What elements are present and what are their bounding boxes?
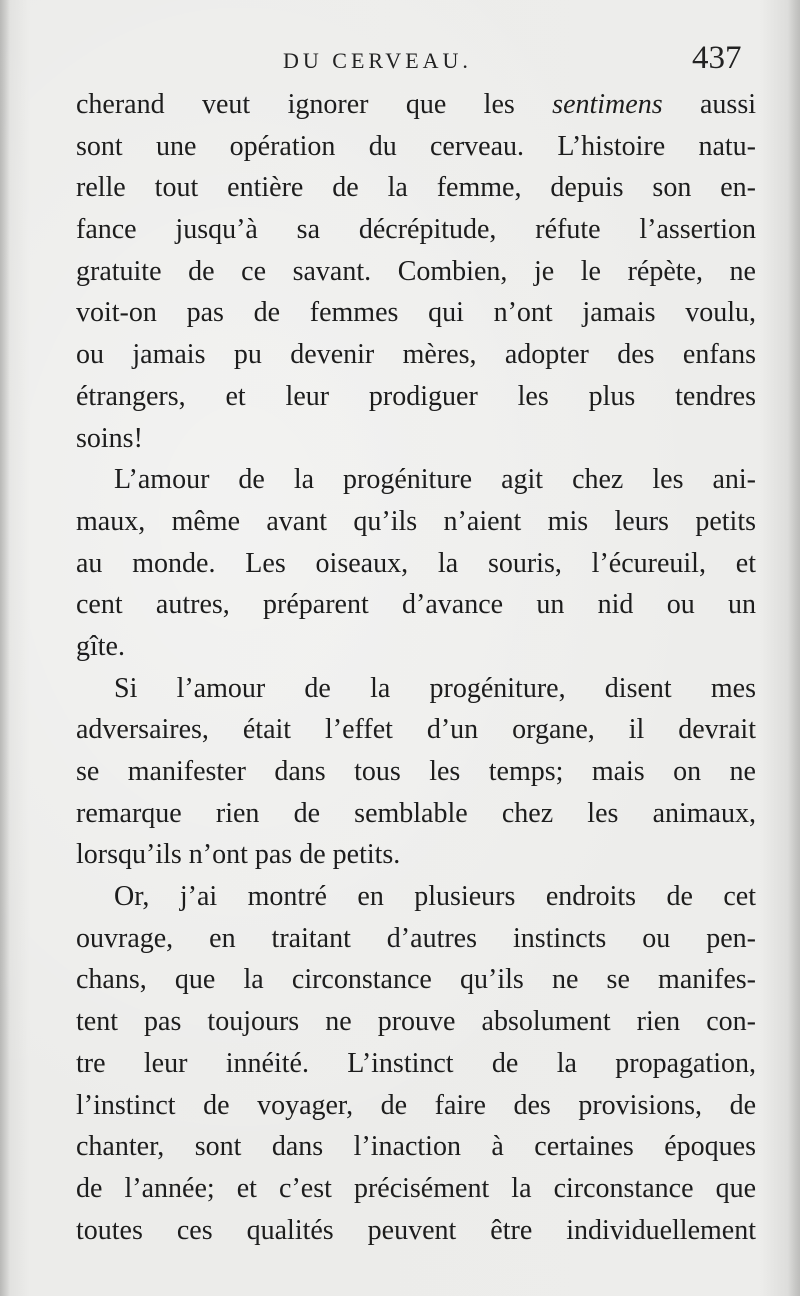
page-gutter-shadow <box>0 0 10 1296</box>
text-line: ou jamais pu devenir mères, adopter des enfans <box>76 339 756 371</box>
text-line: gîte. <box>76 630 125 662</box>
text-line: au monde. Les oiseaux, la souris, l’écureuil, et <box>76 547 756 579</box>
text-line: se manifester dans tous les temps; mais on ne <box>76 756 756 787</box>
text-line: sont une opération du cerveau. L’histoire natu- <box>76 130 756 162</box>
text-line: gratuite de ce savant. Combien, je le répète, ne <box>76 255 756 287</box>
text-line: voit-on pas de femmes qui n’ont jamais voulu, <box>76 297 756 329</box>
text-line: chans, que la circonstance qu’ils ne se manifes- <box>76 964 756 996</box>
text-line: soins! <box>76 422 143 454</box>
text-line: relle tout entière de la femme, depuis son en- <box>76 172 756 204</box>
paragraph-first-line: Si l’amour de la progéniture, disent mes <box>114 672 756 704</box>
page-header <box>0 38 800 88</box>
text-line: maux, même avant qu’ils n’aient mis leurs petits <box>76 505 756 537</box>
text-line: adversaires, était l’effet d’un organe, il devrait <box>76 714 756 746</box>
paragraph-first-line: L’amour de la progéniture agit chez les ani- <box>114 464 756 496</box>
text-line: de l’année; et c’est précisément la circonstance que <box>76 1172 756 1204</box>
text-line: ouvrage, en traitant d’autres instincts ou pen- <box>76 922 756 954</box>
text-line: chanter, sont dans l’inaction à certaines époques <box>76 1131 756 1163</box>
text-line: tre leur innéité. L’instinct de la propagation, <box>76 1047 756 1079</box>
text-line: tent pas toujours ne prouve absolument rien con- <box>76 1006 756 1038</box>
text-line: remarque rien de semblable chez les animaux, <box>76 797 756 829</box>
running-head: DU CERVEAU. <box>283 48 472 73</box>
text-line: lorsqu’ils n’ont pas de petits. <box>76 839 401 871</box>
text-line: cent autres, préparent d’avance un nid ou un <box>76 589 756 621</box>
page-edge-shadow <box>788 0 800 1296</box>
text-line: toutes ces qualités peuvent être individuellement <box>76 1214 756 1246</box>
text-line: étrangers, et leur prodiguer les plus tendres <box>76 380 756 412</box>
text-line: fance jusqu’à sa décrépitude, réfute l’assertion <box>76 214 756 246</box>
text-line: cherand veut ignorer que les sentimens aussi <box>76 89 756 120</box>
paragraph-first-line: Or, j’ai montré en plusieurs endroits de cet <box>114 881 756 913</box>
body-text <box>76 84 756 1251</box>
text-line: l’instinct de voyager, de faire des provisions, de <box>76 1089 756 1121</box>
page-number: 437 <box>692 40 742 76</box>
